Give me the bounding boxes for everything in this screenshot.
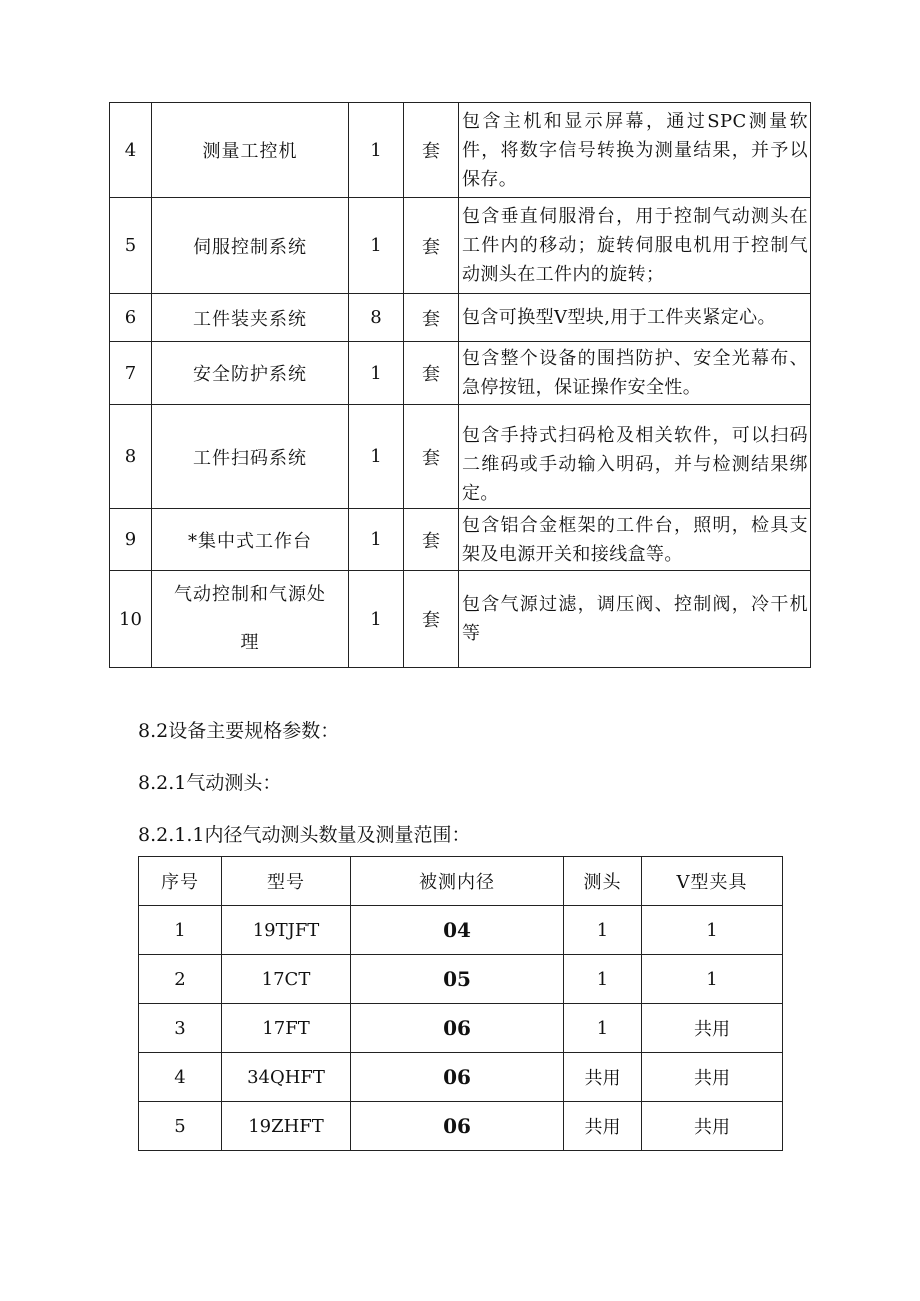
item-name: 气动控制和气源处理 [152,571,349,668]
item-description: 包含铝合金框架的工件台，照明，检具支架及电源开关和接线盒等。 [459,509,811,571]
measured-diameter: 06 [351,1004,564,1053]
item-name: 测量工控机 [152,103,349,198]
measured-diameter: 04 [351,906,564,955]
row-number: 5 [110,198,152,294]
row-number: 4 [110,103,152,198]
column-header-diameter: 被测内径 [351,857,564,906]
section-heading-8-2-1: 8.2.1气动测头： [138,772,282,794]
item-unit: 套 [404,294,459,342]
table-row [110,405,811,509]
table-row [110,198,811,294]
item-quantity: 1 [349,571,404,668]
column-header-model: 型号 [222,857,351,906]
item-name: 工件装夹系统 [152,294,349,342]
measured-diameter: 06 [351,1102,564,1151]
probe-count: 1 [564,1004,642,1053]
item-description: 包含垂直伺服滑台，用于控制气动测头在工件内的移动；旋转伺服电机用于控制气动测头在工件内的旋转； [459,198,811,294]
probe-model: 19TJFT [222,906,351,955]
table-row [110,103,811,198]
item-description: 包含手持式扫码枪及相关软件，可以扫码二维码或手动输入明码，并与检测结果绑定。 [459,405,811,509]
item-unit: 套 [404,342,459,405]
section-heading-8-2-1-1: 8.2.1.1内径气动测头数量及测量范围： [138,824,471,846]
probe-count: 共用 [564,1102,642,1151]
table-row [139,1053,783,1102]
item-name: 工件扫码系统 [152,405,349,509]
item-quantity: 1 [349,103,404,198]
row-number: 8 [110,405,152,509]
item-name: *集中式工作台 [152,509,349,571]
fixture-count: 共用 [642,1004,783,1053]
fixture-count: 1 [642,906,783,955]
equipment-table [109,102,811,668]
table-header-row [139,857,783,906]
table-row [110,509,811,571]
table-row [139,955,783,1004]
item-name: 安全防护系统 [152,342,349,405]
measured-diameter: 06 [351,1053,564,1102]
probe-count: 1 [564,906,642,955]
item-quantity: 1 [349,509,404,571]
row-number: 3 [139,1004,222,1053]
item-quantity: 8 [349,294,404,342]
item-description: 包含气源过滤，调压阀、控制阀，冷干机等 [459,571,811,668]
row-number: 1 [139,906,222,955]
column-header-probe: 测头 [564,857,642,906]
column-header-no: 序号 [139,857,222,906]
measured-diameter: 05 [351,955,564,1004]
row-number: 4 [139,1053,222,1102]
item-quantity: 1 [349,198,404,294]
column-header-fixture: V型夹具 [642,857,783,906]
row-number: 5 [139,1102,222,1151]
probe-spec-table [138,856,783,1151]
probe-model: 34QHFT [222,1053,351,1102]
probe-model: 17FT [222,1004,351,1053]
row-number: 10 [110,571,152,668]
section-heading-8-2: 8.2设备主要规格参数： [138,720,340,742]
table-row [139,1102,783,1151]
probe-count: 1 [564,955,642,1004]
fixture-count: 共用 [642,1102,783,1151]
item-unit: 套 [404,405,459,509]
table-row [110,571,811,668]
item-unit: 套 [404,571,459,668]
item-description: 包含主机和显示屏幕，通过SPC测量软件，将数字信号转换为测量结果，并予以保存。 [459,103,811,198]
fixture-count: 1 [642,955,783,1004]
item-quantity: 1 [349,405,404,509]
row-number: 2 [139,955,222,1004]
item-unit: 套 [404,509,459,571]
item-name: 伺服控制系统 [152,198,349,294]
table-row [110,342,811,405]
row-number: 7 [110,342,152,405]
item-unit: 套 [404,198,459,294]
row-number: 6 [110,294,152,342]
row-number: 9 [110,509,152,571]
item-description: 包含整个设备的围挡防护、安全光幕布、急停按钮，保证操作安全性。 [459,342,811,405]
table-row [139,906,783,955]
probe-count: 共用 [564,1053,642,1102]
item-quantity: 1 [349,342,404,405]
item-description: 包含可换型V型块,用于工件夹紧定心。 [459,294,811,342]
probe-model: 17CT [222,955,351,1004]
item-unit: 套 [404,103,459,198]
fixture-count: 共用 [642,1053,783,1102]
table-row [139,1004,783,1053]
probe-model: 19ZHFT [222,1102,351,1151]
table-row [110,294,811,342]
